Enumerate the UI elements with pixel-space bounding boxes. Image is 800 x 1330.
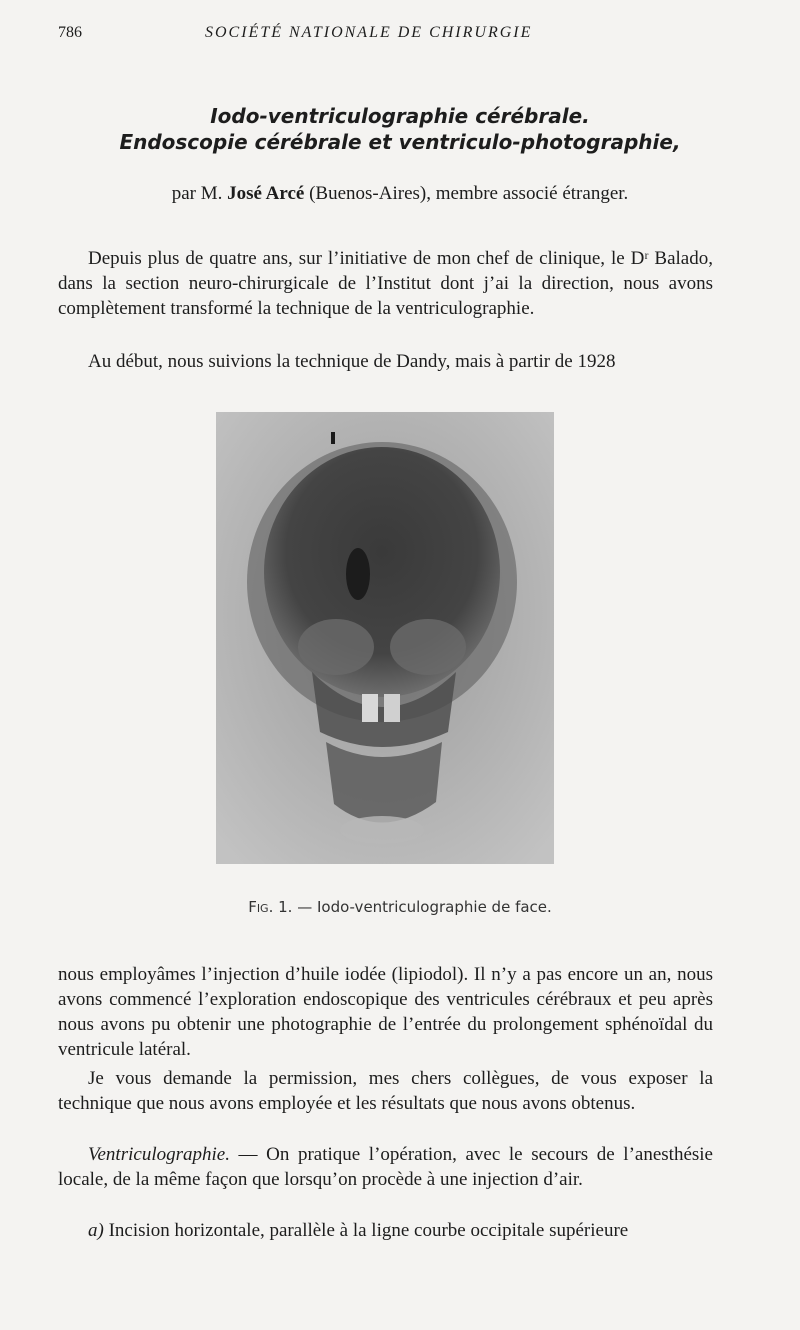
- paragraph-lipiodol: nous employâmes l’injection d’huile iodée (lipiodol). Il n’y a pas encore un an, nous avons commencé l’exploration endoscopique des ventricules cérébraux et peu après nous avons pu obtenir une photographie de l’entrée du prolongement sphénoïdal du ventricule latéral.: [58, 964, 713, 1060]
- page-number: 786: [58, 24, 82, 41]
- list-marker: a): [88, 1220, 104, 1241]
- paragraph-ventriculographie: [58, 1142, 713, 1192]
- author-name: José Arcé: [227, 183, 305, 204]
- section-lead: Ventriculographie.: [88, 1144, 230, 1165]
- section-text: — On pratique l’opération, avec le secours de l’anesthésie locale, de la même façon que lorsqu’on procède à une injection d’air.: [58, 1144, 713, 1190]
- paragraph-incision: [58, 1218, 713, 1243]
- figure-caption: [0, 898, 800, 916]
- byline-prefix: par M.: [171, 183, 228, 204]
- incision-text: Incision horizontale, parallèle à la ligne courbe occipitale supérieure: [103, 1220, 629, 1241]
- figure-label: Fig. 1.: [248, 898, 293, 916]
- byline-suffix: (Buenos-Aires), membre associé étranger.: [304, 183, 629, 204]
- figure-caption-text: — Iodo-ventriculographie de face.: [292, 898, 552, 916]
- running-header: [0, 24, 800, 44]
- xray-figure: [216, 412, 554, 864]
- paragraph-permission: Je vous demande la permission, mes chers collègues, de vous exposer la technique que nous avons employée et les résultats que nous avons obtenus.: [58, 1068, 713, 1114]
- paragraph-dandy: Au début, nous suivions la technique de Dandy, mais à partir de 1928: [88, 351, 616, 372]
- byline: [60, 183, 740, 205]
- skull-xray-image: [216, 412, 554, 864]
- article-title-line-2: Endoscopie cérébrale et ventriculo-photographie,: [119, 130, 681, 154]
- paragraph-intro: Depuis plus de quatre ans, sur l’initiative de mon chef de clinique, le Dʳ Balado, dans la section neuro-chirurgicale de l’Institut dont j’ai la direction, nous avons complètement transformé la technique de la ventriculographie.: [58, 248, 713, 319]
- journal-title: SOCIÉTÉ NATIONALE DE CHIRURGIE: [205, 24, 533, 41]
- article-title-line-1: Iodo-ventriculographie cérébrale.: [210, 104, 590, 128]
